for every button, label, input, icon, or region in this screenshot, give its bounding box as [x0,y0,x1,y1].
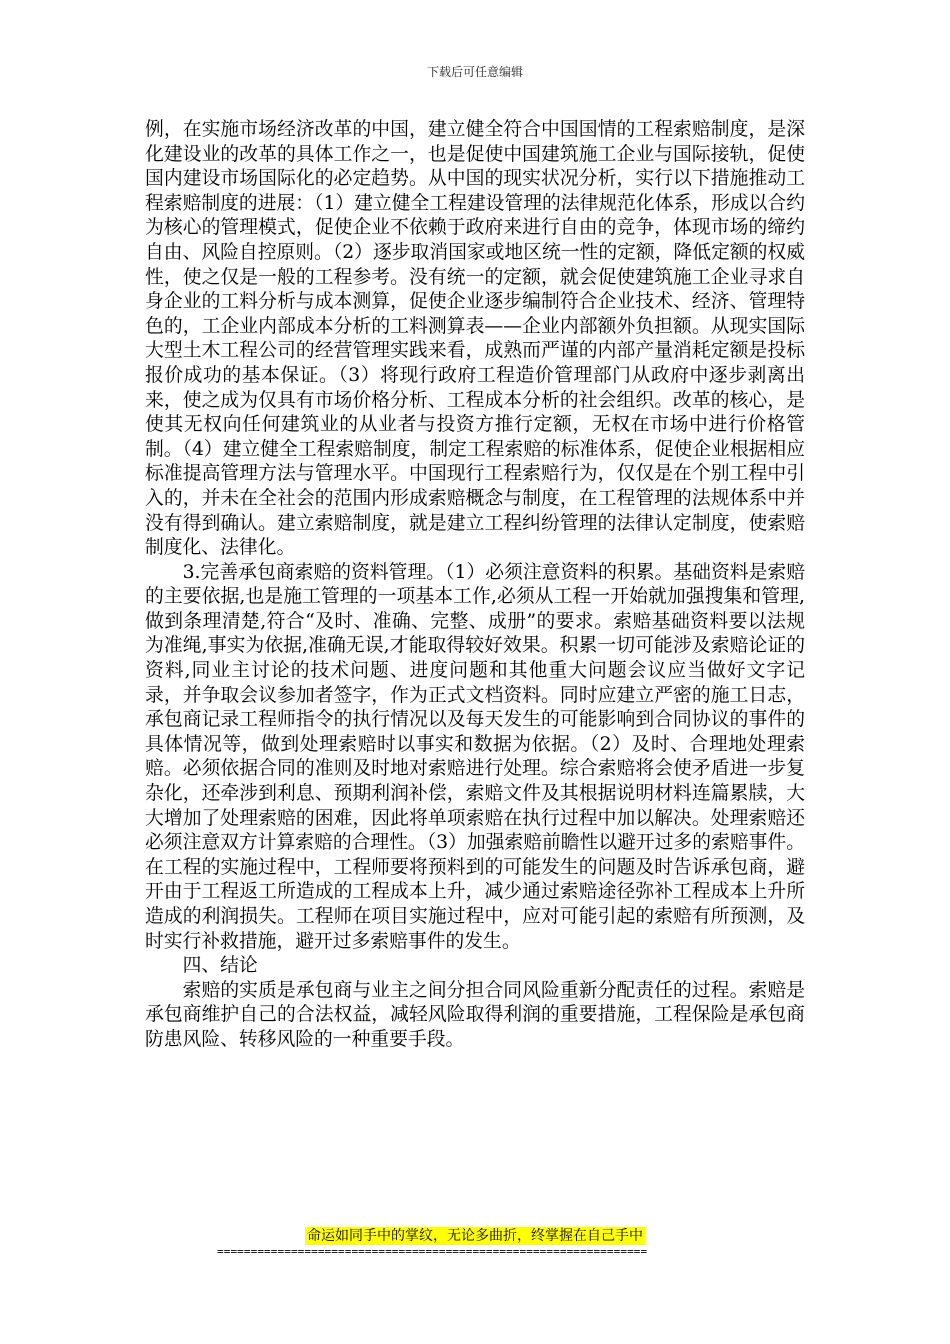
paragraph-claim-data-management: 3.完善承包商索赔的资料管理。（1）必须注意资料的积累。基础资料是索赔的主要依据,也是施工管理的一项基本工作,必须从工程一开始就加强搜集和管理,做到条理清楚,符合“及时、准确、完整、成册”的要求。索赔基础资料要以法规为准绳,事实为依据,准确无误,才能取得较好效果。积累一切可能涉及索赔论证的资料,同业主讨论的技术问题、进度问题和其他重大问题会议应当做好文字记录，并争取会议参加者签字，作为正式文档资料。同时应建立严密的施工日志，承包商记录工程师指令的执行情况以及每天发生的可能影响到合同协议的事件的具体情况等，做到处理索赔时以事实和数据为依据。（2）及时、合理地处理索赔。必须依据合同的准则及时地对索赔进行处理。综合索赔将会使矛盾进一步复杂化，还牵涉到利息、预期利润补偿，索赔文件及其根据说明材料连篇累牍，大大增加了处理索赔的困难，因此将单项索赔在执行过程中加以解决。处理索赔还必须注意双方计算索赔的合理性。（3）加强索赔前瞻性以避开过多的索赔事件。在工程的实施过程中，工程师要将预料到的可能发生的问题及时告诉承包商，避开由于工程返工所造成的工程成本上升，减少通过索赔途径弥补工程成本上升所造成的利润损失。工程师在项目实施过程中，应对可能引起的索赔有所预测，及时实行补救措施，避开过多索赔事件的发生。 [145,561,805,952]
document-body [145,118,805,1053]
section-heading-conclusion: 四、结论 [182,955,258,977]
paragraph-conclusion: 索赔的实质是承包商与业主之间分担合同风险重新分配责任的过程。索赔是承包商维护自己的合法权益，减轻风险取得利润的重要措施，工程保险是承包商防患风险、转移风险的一种重要手段。 [145,979,805,1050]
footer-divider: ================================================================ [217,1245,648,1258]
footer-motto: 命运如同手中的掌纹，无论多曲折，终掌握在自己手中 [307,1228,643,1244]
paragraph-claim-system-reform: 例，在实施市场经济改革的中国，建立健全符合中国国情的工程索赔制度，是深化建设业的改革的具体工作之一，也是促使中国建筑施工企业与国际接轨，促使国内建设市场国际化的必定趋势。从中国的现实状况分析，实行以下措施推动工程索赔制度的进展：（1）建立健全工程建设管理的法律规范化体系，形成以合约为核心的管理模式，促使企业不依赖于政府来进行自由的竞争，体现市场的缔约自由、风险自控原则。（2）逐步取消国家或地区统一性的定额，降低定额的权威性，使之仅是一般的工程参考。没有统一的定额，就会促使建筑施工企业寻求自身企业的工料分析与成本测算，促使企业逐步编制符合企业技术、经济、管理特色的，工企业内部成本分析的工料测算表——企业内部额外负担额。从现实国际大型土木工程公司的经营管理实践来看，成熟而严谨的内部产量消耗定额是投标报价成功的基本保证。（3）将现行政府工程造价管理部门从政府中逐步剥离出来，使之成为仅具有市场价格分析、工程成本分析的社会组织。改革的核心，是使其无权向任何建筑业的从业者与投资方推行定额，无权在市场中进行价格管制。（4）建立健全工程索赔制度，制定工程索赔的标准体系，促使企业根据相应标准提高管理方法与管理水平。中国现行工程索赔行为，仅仅是在个别工程中引入的，并未在全社会的范围内形成索赔概念与制度，在工程管理的法规体系中并没有得到确认。建立索赔制度，就是建立工程纠纷管理的法律认定制度，使索赔制度化、法律化。 [145,119,805,559]
page-footer [145,1225,805,1259]
page-header: 下载后可任意编辑 [426,65,523,79]
